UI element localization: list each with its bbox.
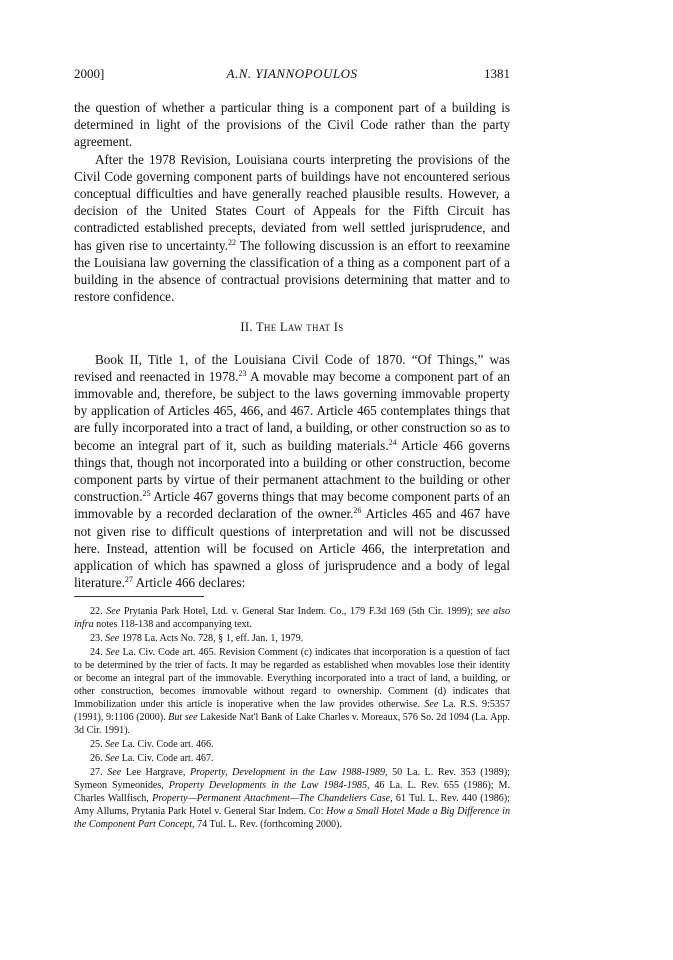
footnote-ref-24[interactable]: 24: [388, 437, 397, 447]
header-author: A.N. YIANNOPOULOS: [226, 66, 358, 81]
footnote-text: La. R.S. 9:5357 (1991), 9:1106 (2000).: [74, 699, 511, 723]
footnote-text: Lee Hargrave,: [121, 767, 191, 778]
signal: See: [107, 767, 122, 778]
footnote-text: La. Civ. Code art. 466.: [119, 739, 214, 750]
cited-title: Property, Development in the Law 1988-1989: [190, 767, 385, 778]
paragraph-continued: the question of whether a particular thing is a component part of a building is determined in light of the provisions of the Civil Code rather than the party agreement.: [74, 100, 510, 150]
footnote-23: [74, 632, 510, 645]
paragraph-text: After the 1978 Revision, Louisiana courts interpreting the provisions of the Civil Code governing component parts of buildings have not encountered serious conceptual difficulties and have generally reached plausible results. However, a decision of the United States Court of Appeals for the Fifth Circuit has contradicted established precepts, deviated from well settled jurisprudence, and has given rise to uncertainty.: [74, 151, 510, 253]
section-heading: II. The Law that Is: [240, 320, 344, 335]
paragraph-text: Article 466 declares:: [132, 575, 246, 591]
footnote-ref-25[interactable]: 25: [142, 489, 151, 499]
footnote-ref-27[interactable]: 27: [124, 575, 133, 585]
running-header: [74, 66, 510, 84]
signal: But see: [168, 712, 198, 723]
paragraph-text: A movable may become a component part of an immovable and, therefore, be subject to the laws governing immovable property by application of Articles 465, 466, and 467. Article 465 contemplates things that are fully incorporated into a tract of land, a building, or other construction so as to become an integral part of it, such as building materials.: [74, 368, 511, 453]
signal: See: [106, 606, 121, 617]
paragraph-text: Article 467 governs things that may become component parts of an immovable by a recorded declaration of the owner.: [74, 489, 510, 522]
footnote-27: [74, 766, 510, 831]
signal: See: [105, 739, 120, 750]
paragraph-1978-revision: [74, 151, 510, 306]
footnote-26: [74, 752, 510, 765]
cited-title: How a Small Hotel Made a Big Difference in the Component Part Concept: [74, 806, 510, 830]
footnote-divider: [74, 596, 204, 597]
footnote-text: , 50 La. L. Rev. 353 (1989); Symeon Symeonides,: [74, 767, 510, 791]
footnote-number: 27.: [90, 767, 103, 778]
paragraph-text: Articles 465 and 467 have not given rise to difficult questions of interpretation and will not be discussed here. Instead, attention will be focused on Article 466, the interpretation and application of which has spawned a gloss of jurisprudence and a body of legal literature.: [74, 506, 510, 591]
footnote-text: 1978 La. Acts No. 728, § 1, eff. Jan. 1, 1979.: [119, 633, 304, 644]
footnote-text: notes 118-138 and accompanying text.: [93, 619, 252, 630]
footnote-text: , 46 La. L. Rev. 655 (1986); M. Charles Wallfisch,: [74, 780, 510, 804]
footnote-text: La. Civ. Code art. 465. Revision Comment (c) indicates that incorporation is a question of fact to be determined by the trier of facts. It may be regarded as established when movables lose their identity or become an integral part of the immovable. Everything incorporated into a tract of land, a building, or other construction, becomes immovable without regard to ownership. Comment (d) indicates that Immobilization under this article is inoperative when the law provides otherwise.: [74, 647, 510, 710]
footnote-22: [74, 605, 510, 631]
footnote-ref-23[interactable]: 23: [238, 368, 247, 378]
footnote-24: [74, 646, 510, 737]
footnote-number: 25.: [90, 739, 103, 750]
paragraph-text: Article 466 governs things that, though not incorporated into a building or other construction, become component parts by virtue of their permanent attachment to the building or other construction.: [74, 437, 510, 505]
paragraph-book-ii: [74, 351, 510, 592]
footnotes: [74, 605, 510, 832]
footnote-text: , 61 Tul. L. Rev. 440 (1986); Amy Allums, Prytania Park Hotel v. General Star Indem. Co:: [74, 793, 511, 817]
header-year: 2000]: [74, 66, 105, 81]
cited-title: Property Developments in the Law 1984-1985: [168, 780, 367, 791]
footnote-ref-26[interactable]: 26: [353, 506, 362, 516]
footnote-text: Lakeside Nat'l Bank of Lake Charles v. Moreaux, 576 So. 2d 1094 (La. App. 3d Cir. 1991).: [74, 712, 510, 736]
footnote-text: Prytania Park Hotel, Ltd. v. General Star Indem. Co., 179 F.3d 169 (5th Cir. 1999);: [120, 606, 477, 617]
footnote-number: 26.: [90, 753, 103, 764]
cited-title: Property—Permanent Attachment—The Chandeliers Case: [152, 793, 391, 804]
signal: See: [105, 753, 120, 764]
footnote-ref-22[interactable]: 22: [227, 237, 236, 247]
footnote-text: , 74 Tul. L. Rev. (forthcoming 2000).: [192, 819, 342, 830]
signal: See: [105, 647, 120, 658]
footnote-25: [74, 738, 510, 751]
footnote-number: 22.: [90, 606, 103, 617]
article-body: [74, 99, 510, 591]
paragraph-text: Book II, Title 1, of the Louisiana Civil Code of 1870. “Of Things,” was revised and reenacted in 1978.: [74, 351, 510, 384]
footnote-number: 24.: [90, 647, 103, 658]
footnote-text: La. Civ. Code art. 467.: [119, 753, 214, 764]
signal: See: [105, 633, 120, 644]
paragraph-text: The following discussion is an effort to reexamine the Louisiana law governing the classification of a thing as a component part of a building in the absence of contractual provisions determining that matter and to restore confidence.: [74, 237, 510, 305]
footnote-number: 23.: [90, 633, 103, 644]
page-number: 1381: [484, 66, 510, 81]
signal: See: [424, 699, 439, 710]
signal: see also infra: [74, 606, 510, 630]
